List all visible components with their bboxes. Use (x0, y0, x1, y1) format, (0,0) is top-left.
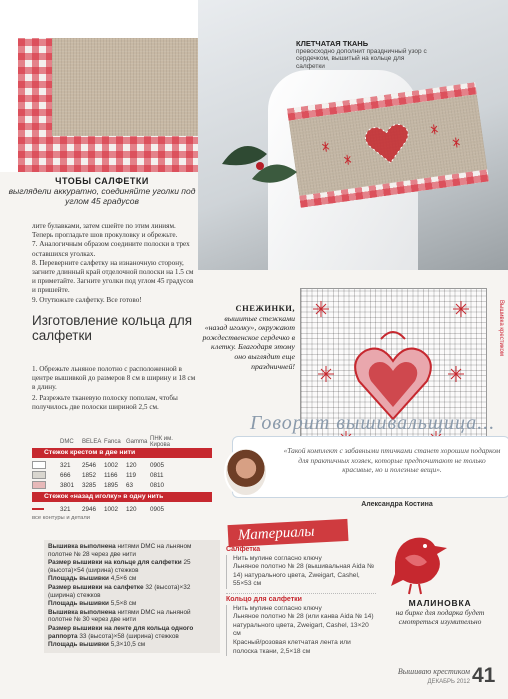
ring-caption-text: превосходно дополнит праздничный узор с сердечком, вышитый на кольце для салфетки (296, 47, 427, 70)
ring-step: 1. Обрежьте льняное полотно с расположенной в центре вышивкой до размеров 8 см в ширину и 18 см в длину. (32, 365, 196, 392)
spec-value: 32 (высота)×32 (ширина) стежков (48, 583, 191, 599)
napkin-caption-title: ЧТОБЫ САЛФЕТКИ (55, 176, 149, 186)
spec-line (48, 600, 216, 608)
chart-caption (200, 304, 295, 371)
bird-caption-title: МАЛИНОВКА (408, 598, 472, 608)
spec-value: нитями DMC на льняном полотне № 28 через две нити (48, 543, 192, 558)
instruction-paragraph: лите булавками, затем сшейте по этим линиям. Теперь прогладьте шов прокуловку и обрежьте. (32, 222, 178, 240)
quote-text: «Такой комплект с забавными птичками станет хорошим подарком для практичных хозяек, которые предпочитают не только красивые, но и полезные вещи». (283, 446, 501, 474)
spec-value: 4,5×6 см (110, 575, 137, 583)
color-swatch (32, 508, 44, 510)
material-item: Льняное полотно № 28 (или канва Aida № 14) натурального цвета, Zweigart, Cashel, 13×20 см (226, 613, 376, 639)
side-label (492, 300, 506, 356)
table-row (32, 470, 212, 480)
table-cell: 120 (126, 505, 137, 513)
chart-caption-text: вышитые стежками «назад иголку», окружают рождественское сердечко в клетку. Благодаря этому оно выглядит еще праздничней! (202, 313, 295, 371)
spec-key: Размер вышивки на ленте для кольца одного раппорта (48, 624, 194, 640)
table-cell: 666 (60, 471, 71, 479)
bird-caption (380, 598, 500, 626)
table-cell: 3801 (60, 481, 75, 489)
material-item: Нить мулине согласно ключу (226, 555, 376, 564)
ring-instructions (32, 365, 197, 413)
table-cell: 1166 (104, 471, 118, 479)
materials-title: Материалы (228, 519, 349, 547)
materials-ring-heading: Кольцо для салфетки (226, 595, 302, 603)
chart-caption-title: СНЕЖИНКИ, (235, 303, 295, 313)
materials-napkin-heading: Салфетка (226, 546, 261, 553)
table-cell: 0905 (150, 505, 165, 513)
spec-key: Площадь вышивки (48, 600, 109, 608)
page-number: 41 (472, 664, 496, 687)
napkin-ring-photo (198, 0, 508, 270)
table-cell: 2546 (82, 461, 97, 469)
table-cell: 1852 (82, 471, 97, 479)
ring-step: 2. Разрежьте тканевую полоску пополам, чтобы получилось две полоски шириной 2,5 см. (32, 393, 178, 411)
spec-key: Размер вышивки на кольце для салфетки (48, 559, 182, 567)
napkin-caption (8, 176, 196, 206)
issue-date: ДЕКАБРЬ 2012 (427, 679, 470, 685)
spec-line (48, 625, 216, 640)
spec-value: 33 (высота)×58 (ширина) стежков (79, 632, 179, 640)
ring-heading: Изготовление кольца для салфетки (32, 313, 193, 343)
thread-key-table (32, 438, 212, 521)
divider (226, 593, 376, 594)
column-header: DMC (60, 439, 74, 445)
embroidery-specs (44, 540, 220, 653)
bird-caption-text: на бирке для подарка будет смотреться изумительно (395, 608, 485, 626)
instruction-paragraph: 8. Переверните салфетку на изнаночную сторону, загните длинный край отделочной полоски на 1.5 см и приметайте. Загните уголки под углом 45 градусов и пришейте. (32, 258, 194, 295)
holly-leaves-icon (212, 124, 302, 204)
column-header: ПНК им. Кирова (150, 436, 173, 448)
spec-value: 5,3×10,5 см (110, 641, 146, 649)
spec-line (48, 575, 216, 583)
table-legend: все контуры и детали (32, 515, 91, 521)
stitch-band-backstitch: Стежок «назад иголку» в одну нить (32, 492, 212, 502)
spec-key: Площадь вышивки (48, 641, 109, 649)
table-cell: 0811 (150, 471, 164, 479)
materials-list (226, 544, 376, 656)
table-cell: 0905 (150, 461, 165, 469)
table-cell: 0810 (150, 481, 165, 489)
table-cell: 120 (126, 461, 137, 469)
spec-key: Вышивка выполнена (48, 608, 116, 616)
spec-line (48, 559, 216, 574)
quote-author: Александра Костина (361, 501, 433, 508)
column-header: Fanca (104, 439, 121, 445)
instruction-paragraph: 9. Отутюжьте салфетку. Все готово! (32, 295, 142, 304)
napkin-photo (0, 0, 198, 172)
side-label-text: Вышивка крестиком (498, 300, 504, 356)
table-row (32, 460, 212, 470)
table-cell: 2946 (82, 505, 97, 513)
table-cell: 1002 (104, 461, 119, 469)
magazine-brand: Вышиваю крестиком (397, 667, 470, 676)
material-item: Нить мулине согласно ключу (226, 605, 376, 614)
color-swatch (32, 481, 46, 489)
column-header: Gamma (126, 439, 148, 445)
table-cell: 63 (126, 481, 134, 489)
material-item: Красный/розовая клетчатая лента или полоска ткани, 2,5×18 см (226, 639, 376, 656)
instructions-text (32, 222, 197, 305)
table-header (32, 438, 212, 446)
spec-value: 25 (высота)×54 (ширина) стежков (48, 559, 191, 574)
linen-fabric (52, 38, 198, 136)
spec-value: нитями DMC на льняной полотне № 30 через две нити (48, 608, 191, 624)
spec-key: Площадь вышивки (48, 575, 109, 583)
spec-key: Размер вышивки на салфетке (48, 583, 144, 591)
instruction-paragraph: 7. Аналогичным образом соедините полоски в трех оставшихся уголках. (32, 240, 190, 258)
column-header: BELEA (82, 439, 102, 445)
spec-line (48, 543, 216, 558)
spec-line (48, 609, 216, 624)
material-item: Льняное полотно № 28 (вышивальная Aida № 14) натурального цвета, Zweigart, Cashel, 55×53 см (226, 563, 376, 589)
avatar (224, 447, 268, 497)
spec-key: Вышивка выполнена (48, 543, 116, 550)
table-cell: 1895 (104, 481, 119, 489)
napkin-caption-text: выглядели аккуратно, соединяйте уголки под углом 45 градусов (8, 186, 196, 206)
spec-value: 5,5×8 см (110, 600, 137, 608)
table-cell: 321 (60, 461, 71, 469)
table-cell: 1002 (104, 505, 119, 513)
ring-caption (296, 40, 428, 70)
table-row (32, 480, 212, 490)
spec-line (48, 641, 216, 649)
spec-line (48, 584, 216, 599)
color-swatch (32, 461, 46, 469)
table-cell: 3285 (82, 481, 97, 489)
table-cell: 119 (126, 471, 137, 479)
quote-title: Говорит вышивальщица... (250, 412, 496, 434)
table-row (32, 504, 212, 514)
ring-caption-title: КЛЕТЧАТАЯ ТКАНЬ (296, 39, 369, 48)
stitch-band-cross: Стежок крестом в две нити (32, 448, 212, 458)
robin-bird-icon (387, 528, 461, 598)
table-cell: 321 (60, 505, 71, 513)
color-swatch (32, 471, 46, 479)
